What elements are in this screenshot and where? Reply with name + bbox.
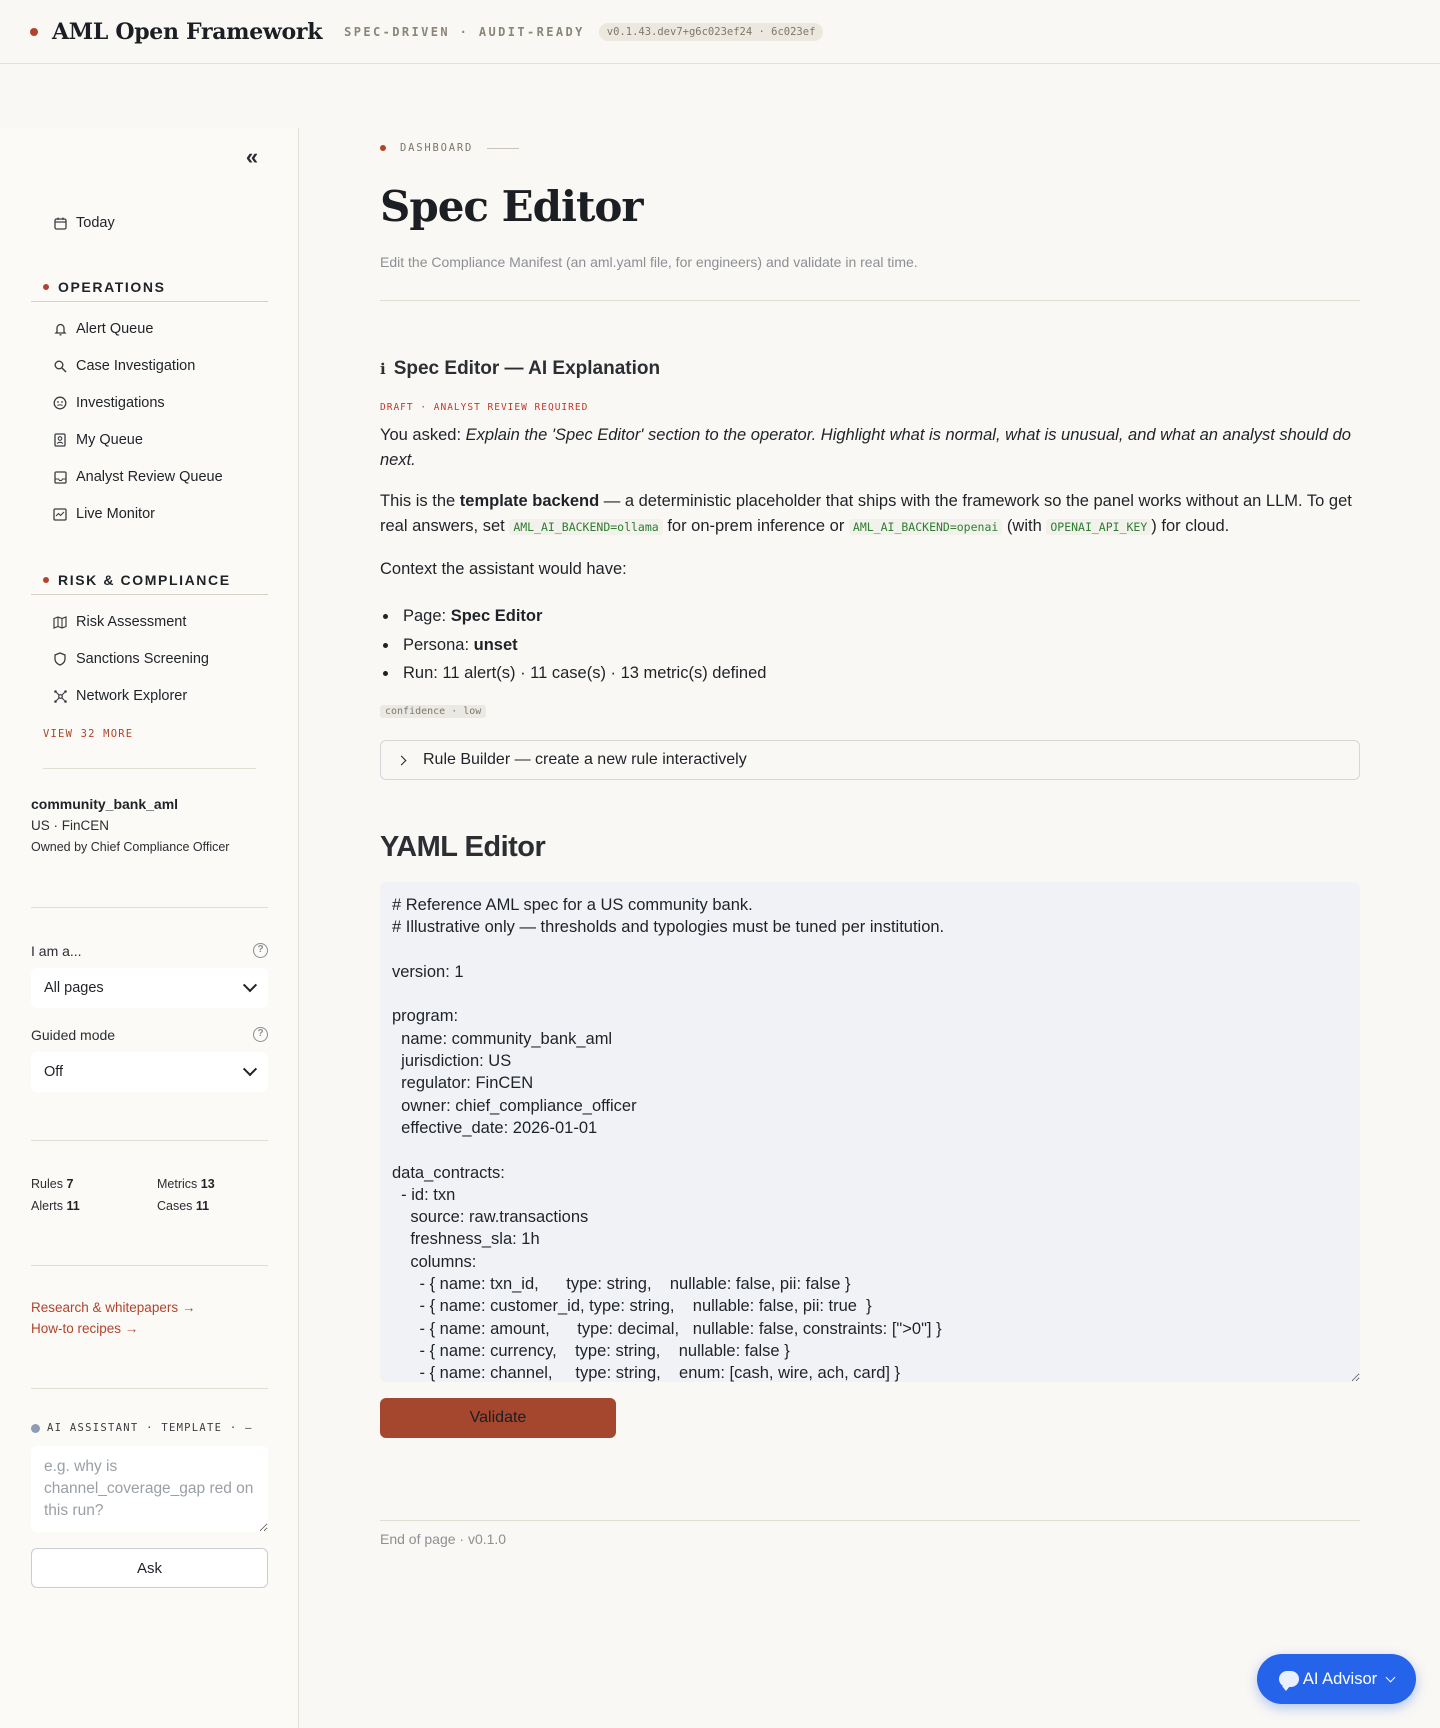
text: ) for cloud. — [1151, 517, 1230, 535]
yaml-editor-title: YAML Editor — [380, 831, 546, 863]
stat-value: 7 — [66, 1177, 74, 1191]
section-dot — [43, 577, 49, 583]
stat-cases — [157, 1199, 209, 1213]
collapse-sidebar-icon[interactable]: « — [245, 144, 259, 169]
ctx-label: Persona: — [403, 635, 470, 654]
stat-rules — [31, 1177, 73, 1191]
sidebar-item-alert-queue[interactable] — [52, 317, 153, 341]
sidebar-item-label: Alert Queue — [76, 321, 154, 337]
page-footer: End of page · v0.1.0 — [380, 1531, 507, 1547]
sidebar-item-label: Risk Assessment — [76, 614, 187, 630]
asked-prefix: You asked: — [380, 426, 462, 444]
text-bold: template backend — [459, 492, 600, 510]
chevron-right-icon — [397, 755, 407, 765]
context-intro: Context the assistant would have: — [380, 560, 627, 578]
top-header — [0, 0, 1440, 64]
sidebar-item-my-queue[interactable] — [52, 428, 143, 452]
stat-label: Cases — [157, 1199, 193, 1213]
divider — [43, 768, 256, 769]
code-openai-key: OPENAI_API_KEY — [1046, 519, 1151, 535]
ctx-value: Spec Editor — [450, 607, 543, 625]
stat-value: 11 — [195, 1199, 210, 1213]
bell-icon — [52, 321, 68, 337]
sidebar-item-network-explorer[interactable] — [52, 684, 187, 708]
context-list — [380, 602, 766, 688]
id-badge-icon — [52, 432, 68, 448]
stat-label: Alerts — [31, 1199, 63, 1213]
monitor-icon — [52, 506, 68, 522]
chevron-down-icon — [243, 1062, 257, 1076]
program-owner: Owned by Chief Compliance Officer — [31, 840, 230, 854]
ask-button[interactable]: Ask — [31, 1548, 268, 1588]
section-operations — [31, 272, 268, 302]
sidebar-item-label: Today — [76, 215, 115, 231]
stat-metrics — [157, 1177, 215, 1191]
sidebar-item-label: Sanctions Screening — [76, 651, 209, 667]
text: for on-prem inference or — [667, 517, 845, 535]
list-item: Run: 11 alert(s) · 11 case(s) · 13 metric(s) defined — [380, 659, 766, 688]
sidebar-item-label: Live Monitor — [76, 506, 155, 522]
breadcrumb-line — [487, 148, 519, 149]
sidebar — [0, 128, 299, 1728]
rule-builder-label: Rule Builder — create a new rule interactively — [423, 751, 747, 768]
text: — a deterministic placeholder that ships with the framework so the panel works without an LLM. To get real answers, set — [380, 492, 1352, 535]
persona-select-value: All pages — [44, 980, 104, 996]
ai-assistant-label: AI ASSISTANT · TEMPLATE · — — [47, 1422, 253, 1434]
sidebar-item-label: Network Explorer — [76, 688, 188, 704]
code-ollama: AML_AI_BACKEND=ollama — [509, 519, 662, 535]
sidebar-item-label: Case Investigation — [76, 358, 196, 374]
view-more-link[interactable]: VIEW 32 MORE — [43, 728, 134, 740]
search-icon — [52, 358, 68, 374]
chevron-down-icon — [243, 978, 257, 992]
ai-advisor-button[interactable] — [1257, 1654, 1416, 1704]
explanation-backend-note — [380, 489, 1360, 540]
inbox-icon — [52, 469, 68, 485]
sidebar-item-label: My Queue — [76, 432, 143, 448]
stat-value: 13 — [200, 1177, 215, 1191]
sidebar-item-sanctions-screening[interactable] — [52, 647, 209, 671]
list-item — [380, 602, 766, 631]
brand-title[interactable]: AML Open Framework — [52, 18, 323, 45]
rule-builder-expander[interactable] — [380, 740, 1360, 780]
draft-badge: DRAFT · ANALYST REVIEW REQUIRED — [380, 402, 589, 413]
list-item — [380, 631, 766, 660]
ai-explanation-title — [380, 358, 660, 380]
section-risk-compliance — [31, 565, 268, 595]
page-title: Spec Editor — [380, 182, 643, 231]
map-icon — [52, 614, 68, 630]
ai-explanation-title-text: Spec Editor — AI Explanation — [393, 358, 661, 379]
sidebar-item-risk-assessment[interactable] — [52, 610, 186, 634]
program-jurisdiction: US · FinCEN — [31, 818, 110, 833]
breadcrumb-dot — [380, 145, 386, 151]
confidence-badge: confidence · low — [380, 705, 486, 718]
tagline: SPEC-DRIVEN · AUDIT-READY — [344, 24, 585, 39]
divider — [31, 1140, 268, 1141]
guided-mode-select[interactable] — [31, 1052, 268, 1092]
persona-select[interactable] — [31, 968, 268, 1008]
howto-link[interactable]: How-to recipes → — [31, 1321, 139, 1336]
section-dot — [43, 284, 49, 290]
section-title: RISK & COMPLIANCE — [58, 571, 231, 588]
ai-advisor-label: AI Advisor — [1302, 1669, 1378, 1688]
sidebar-item-case-investigation[interactable] — [52, 354, 195, 378]
help-icon[interactable]: ? — [253, 943, 268, 958]
sidebar-item-analyst-review-queue[interactable] — [52, 465, 223, 489]
network-icon — [52, 688, 68, 704]
ai-question-input[interactable] — [31, 1446, 268, 1532]
text: (with — [1006, 517, 1042, 535]
validate-button[interactable]: Validate — [380, 1398, 616, 1438]
section-title: OPERATIONS — [58, 278, 166, 295]
code-openai: AML_AI_BACKEND=openai — [849, 519, 1002, 535]
sidebar-item-today[interactable] — [52, 211, 115, 235]
divider — [31, 907, 268, 908]
guided-mode-select-value: Off — [44, 1064, 64, 1080]
breadcrumb-label: DASHBOARD — [400, 142, 474, 154]
help-icon[interactable]: ? — [253, 1027, 268, 1042]
stat-value: 11 — [66, 1199, 80, 1213]
chat-bubble-icon — [1279, 1671, 1299, 1687]
info-icon: ℹ — [380, 360, 386, 378]
divider — [31, 1265, 268, 1266]
divider — [31, 1388, 268, 1389]
stat-label: Metrics — [157, 1177, 198, 1191]
sidebar-item-live-monitor[interactable] — [52, 502, 155, 526]
face-icon — [52, 395, 68, 411]
divider — [380, 1520, 1360, 1521]
brand-dot — [30, 28, 38, 36]
breadcrumb — [380, 142, 519, 154]
sidebar-item-label: Investigations — [76, 395, 165, 411]
text: This is the — [380, 492, 456, 510]
status-dot — [31, 1424, 40, 1433]
divider — [380, 300, 1360, 301]
program-name: community_bank_aml — [31, 796, 179, 812]
ai-assistant-header — [31, 1422, 253, 1434]
explanation-question — [380, 423, 1360, 473]
sidebar-item-label: Analyst Review Queue — [76, 469, 223, 485]
research-link[interactable]: Research & whitepapers → — [31, 1300, 196, 1315]
page-subtitle: Edit the Compliance Manifest (an aml.yaml file, for engineers) and validate in real time. — [380, 254, 918, 270]
ctx-value: unset — [473, 635, 518, 654]
asked-text: Explain the 'Spec Editor' section to the operator. Highlight what is normal, what is unusual, and what an analyst should do next. — [380, 426, 1351, 469]
chevron-down-icon — [1386, 1672, 1396, 1682]
calendar-icon — [52, 215, 68, 231]
stat-label: Rules — [31, 1177, 63, 1191]
guided-mode-label: Guided mode — [31, 1027, 116, 1043]
yaml-editor[interactable] — [380, 882, 1360, 1382]
sidebar-item-investigations[interactable] — [52, 391, 165, 415]
shield-icon — [52, 651, 68, 667]
stat-alerts — [31, 1199, 80, 1213]
persona-label: I am a... — [31, 943, 82, 959]
version-badge: v0.1.43.dev7+g6c023ef24 · 6c023ef — [599, 23, 824, 41]
ctx-label: Page: — [403, 607, 447, 625]
